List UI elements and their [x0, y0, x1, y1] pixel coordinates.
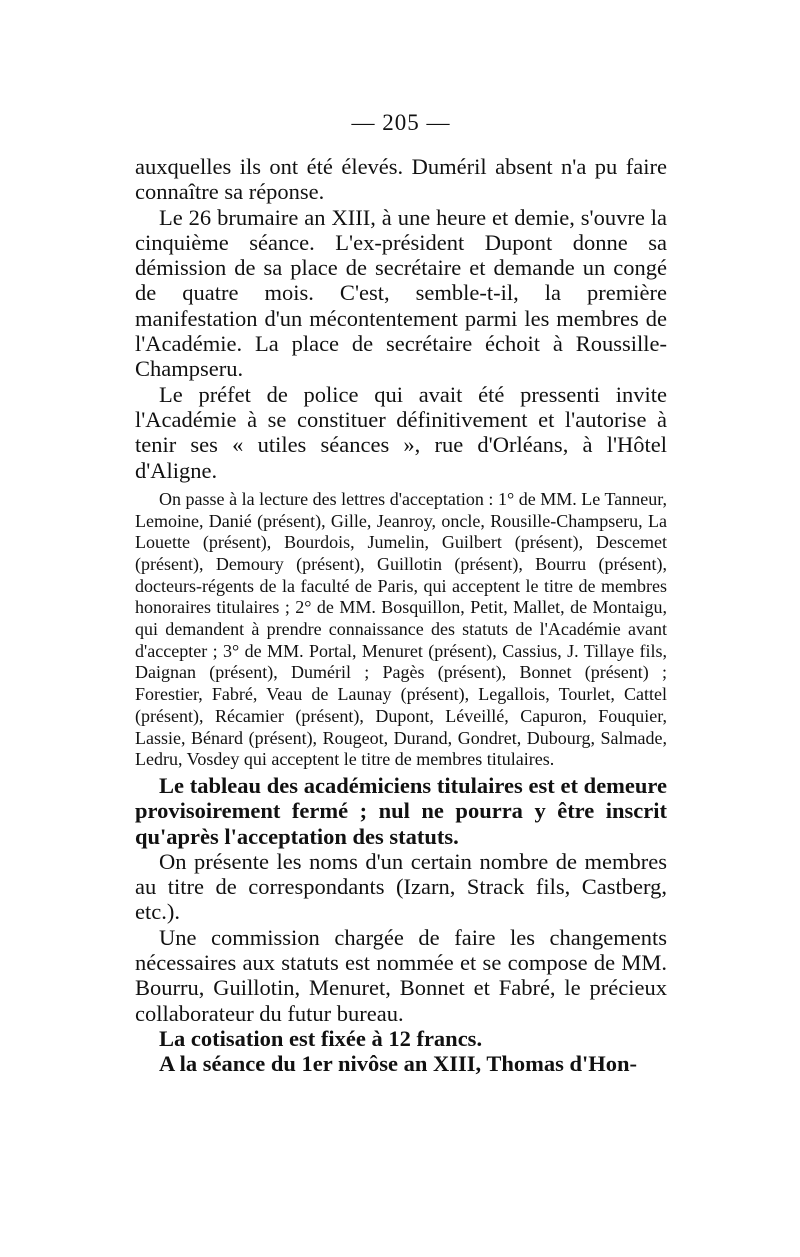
- page-number: — 205 —: [351, 110, 451, 135]
- paragraph-continued: auxquelles ils ont été élevés. Duméril absent n'a pu faire connaître sa réponse.: [135, 154, 667, 205]
- paragraph-fifth-session: Le 26 brumaire an XIII, à une heure et demie, s'ouvre la cinquième séance. L'ex-président Dupont donne sa démission de sa place de secrétaire et demande un congé de quatre mois. C'est, semble-t-il, la première manifestation d'un mécontentement parmi les membres de l'Académie. La place de secrétaire échoit à Roussille-Champseru.: [135, 204, 667, 382]
- paragraph-fee: La cotisation est fixée à 12 francs.: [159, 1025, 483, 1051]
- book-page: [135, 108, 667, 1077]
- paragraph-correspondents: On présente les noms d'un certain nombre de membres au titre de correspondants (Izarn, Strack fils, Castberg, etc.).: [135, 848, 667, 925]
- paragraph-acceptance-letters: On passe à la lecture des lettres d'acceptation : 1° de MM. Le Tanneur, Lemoine, Danié (présent), Gille, Jeanroy, oncle, Rousille-Champseru, La Louette (présent), Bourdois, Jumelin, Guilbert (présent), Descemet (présent), Demoury (présent), Guillotin (présent), Bourru (présent), docteurs-régents de la faculté de Paris, qui acceptent le titre de membres honoraires titulaires ; 2° de MM. Bosquillon, Petit, Mallet, de Montaigu, qui demandent à prendre connaissance des statuts de l'Académie avant d'accepter ; 3° de MM. Portal, Menuret (présent), Cassius, J. Tillaye fils, Daignan (présent), Duméril ; Pagès (présent), Bonnet (présent) ; Forestier, Fabré, Veau de Launay (présent), Legallois, Tourlet, Cattel (présent), Récamier (présent), Dupont, Léveillé, Capuron, Fouquier, Lassie, Bénard (présent), Rougeot, Durand, Gondret, Dubourg, Salmade, Ledru, Vosdey qui acceptent le titre de membres titulaires.: [135, 488, 667, 770]
- paragraph-register-closed: Le tableau des académiciens titulaires est et demeure provisoirement fermé ; nul ne pourra y être inscrit qu'après l'acceptation des statuts.: [135, 773, 667, 849]
- paragraph-next-session: A la séance du 1er nivôse an XIII, Thomas d'Hon-: [159, 1051, 638, 1077]
- paragraph-prefect: Le préfet de police qui avait été pressenti invite l'Académie à se constituer définitivement et l'autorise à tenir ses « utiles séances », rue d'Orléans, à l'Hôtel d'Aligne.: [135, 381, 667, 483]
- paragraph-commission: Une commission chargée de faire les changements nécessaires aux statuts est nommée et se compose de MM. Bourru, Guillotin, Menuret, Bonnet et Fabré, le précieux collaborateur du futur bureau.: [135, 924, 667, 1026]
